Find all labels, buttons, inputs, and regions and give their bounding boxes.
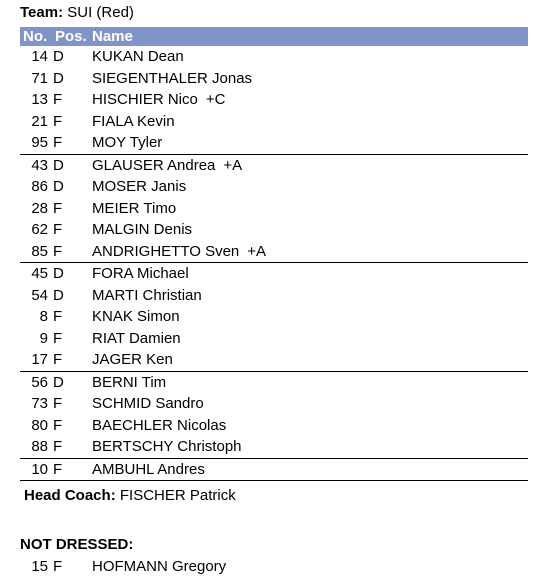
player-name-text: SCHMID Sandro bbox=[92, 395, 204, 412]
line-group bbox=[20, 372, 528, 459]
player-name-text: KUKAN Dean bbox=[92, 48, 184, 65]
player-row bbox=[20, 89, 528, 111]
player-position: F bbox=[53, 112, 63, 130]
player-name bbox=[92, 89, 225, 111]
player-name bbox=[92, 306, 180, 328]
player-name-text: JAGER Ken bbox=[92, 351, 173, 368]
roster-table bbox=[20, 46, 528, 481]
header-no: No. bbox=[23, 28, 48, 45]
player-position: F bbox=[53, 221, 63, 238]
player-row bbox=[20, 46, 528, 68]
player-position: D bbox=[53, 69, 64, 87]
player-name-text: FORA Michael bbox=[92, 265, 189, 282]
player-name bbox=[92, 459, 205, 481]
player-number: 9 bbox=[39, 329, 48, 347]
player-name bbox=[92, 415, 226, 437]
player-position: D bbox=[53, 265, 64, 282]
player-name-text: MALGIN Denis bbox=[92, 221, 193, 238]
line-group bbox=[20, 155, 528, 264]
player-name bbox=[92, 155, 242, 177]
not-dressed-title: NOT DRESSED: bbox=[20, 536, 134, 553]
captaincy-mark: +C bbox=[205, 91, 226, 108]
player-name-text: MOSER Janis bbox=[92, 178, 187, 195]
player-row bbox=[20, 415, 528, 437]
player-row bbox=[20, 263, 528, 285]
player-name bbox=[92, 176, 186, 198]
player-name-text: BERTSCHY Christoph bbox=[92, 438, 242, 455]
team-label: Team: bbox=[20, 4, 64, 21]
player-number: 85 bbox=[31, 242, 48, 260]
player-number: 95 bbox=[31, 134, 48, 151]
player-position: D bbox=[53, 178, 64, 195]
player-name-text: BAECHLER Nicolas bbox=[92, 416, 227, 434]
player-name bbox=[92, 241, 266, 263]
team-line bbox=[20, 3, 134, 23]
player-name bbox=[92, 263, 189, 285]
player-name bbox=[92, 219, 192, 241]
player-row bbox=[20, 241, 528, 263]
not-dressed-row bbox=[20, 556, 528, 578]
captaincy-mark: +A bbox=[223, 156, 243, 174]
coach-value: FISCHER Patrick bbox=[119, 487, 236, 504]
player-number: 10 bbox=[31, 460, 48, 478]
player-row bbox=[20, 219, 528, 241]
player-name bbox=[92, 436, 242, 458]
player-position: D bbox=[53, 156, 64, 174]
head-coach bbox=[24, 486, 236, 506]
player-name-text: ANDRIGHETTO Sven bbox=[92, 242, 240, 260]
player-row bbox=[20, 155, 528, 177]
header-name: Name bbox=[92, 28, 133, 45]
player-row bbox=[20, 328, 528, 350]
player-number: 86 bbox=[31, 178, 48, 195]
player-number: 56 bbox=[31, 373, 48, 391]
player-number: 43 bbox=[31, 156, 48, 174]
player-name bbox=[92, 349, 173, 371]
player-position: F bbox=[53, 199, 63, 217]
player-row bbox=[20, 306, 528, 328]
player-number: 54 bbox=[31, 286, 48, 304]
player-position: D bbox=[53, 286, 64, 304]
player-name bbox=[92, 68, 252, 90]
player-number: 8 bbox=[39, 308, 48, 325]
player-position: F bbox=[53, 242, 63, 260]
player-position: D bbox=[53, 48, 64, 65]
player-name bbox=[92, 132, 162, 154]
player-number: 21 bbox=[31, 112, 48, 130]
player-row bbox=[20, 176, 528, 198]
player-position: F bbox=[53, 308, 63, 325]
player-position: F bbox=[53, 91, 63, 108]
player-number: 45 bbox=[31, 265, 48, 282]
player-number: 14 bbox=[31, 48, 48, 65]
player-row bbox=[20, 132, 528, 154]
player-row bbox=[20, 198, 528, 220]
line-group bbox=[20, 46, 528, 155]
player-number: 28 bbox=[31, 199, 48, 217]
player-name-text: MARTI Christian bbox=[92, 286, 202, 304]
player-name-text: RIAT Damien bbox=[92, 329, 181, 347]
player-name-text: AMBUHL Andres bbox=[92, 460, 205, 478]
player-position: F bbox=[53, 416, 63, 434]
player-row bbox=[20, 459, 528, 481]
line-group bbox=[20, 263, 528, 372]
player-row bbox=[20, 285, 528, 307]
player-name-text: FIALA Kevin bbox=[92, 112, 175, 130]
player-name-text: GLAUSER Andrea bbox=[92, 156, 216, 174]
player-row bbox=[20, 436, 528, 458]
player-name bbox=[92, 372, 166, 394]
coach-label: Head Coach: bbox=[24, 487, 116, 504]
player-name bbox=[92, 285, 202, 307]
player-number: 73 bbox=[31, 395, 48, 412]
player-name-text: MOY Tyler bbox=[92, 134, 163, 151]
player-position: F bbox=[53, 329, 63, 347]
player-row bbox=[20, 68, 528, 90]
player-position: F bbox=[53, 460, 63, 478]
player-position: F bbox=[53, 438, 63, 455]
player-name: HOFMANN Gregory bbox=[92, 558, 227, 575]
player-row bbox=[20, 372, 528, 394]
player-name bbox=[92, 46, 184, 68]
player-position: D bbox=[53, 373, 64, 391]
player-name bbox=[92, 198, 176, 220]
roster-header bbox=[20, 27, 528, 46]
captaincy-mark: +A bbox=[247, 242, 267, 260]
player-row bbox=[20, 393, 528, 415]
player-number: 71 bbox=[31, 69, 48, 87]
player-number: 88 bbox=[31, 438, 48, 455]
player-number: 15 bbox=[31, 558, 48, 575]
player-name bbox=[92, 111, 175, 133]
player-name-text: KNAK Simon bbox=[92, 308, 180, 325]
player-position: F bbox=[53, 395, 63, 412]
player-row bbox=[20, 111, 528, 133]
team-value: SUI (Red) bbox=[67, 4, 134, 21]
player-position: F bbox=[53, 134, 63, 151]
player-name-text: MEIER Timo bbox=[92, 199, 177, 217]
player-position: F bbox=[53, 558, 63, 575]
header-pos: Pos. bbox=[55, 28, 87, 45]
player-name-text: SIEGENTHALER Jonas bbox=[92, 69, 253, 87]
player-number: 62 bbox=[31, 221, 48, 238]
line-group bbox=[20, 459, 528, 482]
player-position: F bbox=[53, 351, 63, 368]
player-number: 80 bbox=[31, 416, 48, 434]
player-name bbox=[92, 328, 181, 350]
player-name-text: BERNI Tim bbox=[92, 373, 167, 391]
player-name-text: HISCHIER Nico bbox=[92, 91, 198, 108]
player-number: 17 bbox=[31, 351, 48, 368]
player-row bbox=[20, 349, 528, 371]
player-name bbox=[92, 393, 204, 415]
player-number: 13 bbox=[31, 91, 48, 108]
